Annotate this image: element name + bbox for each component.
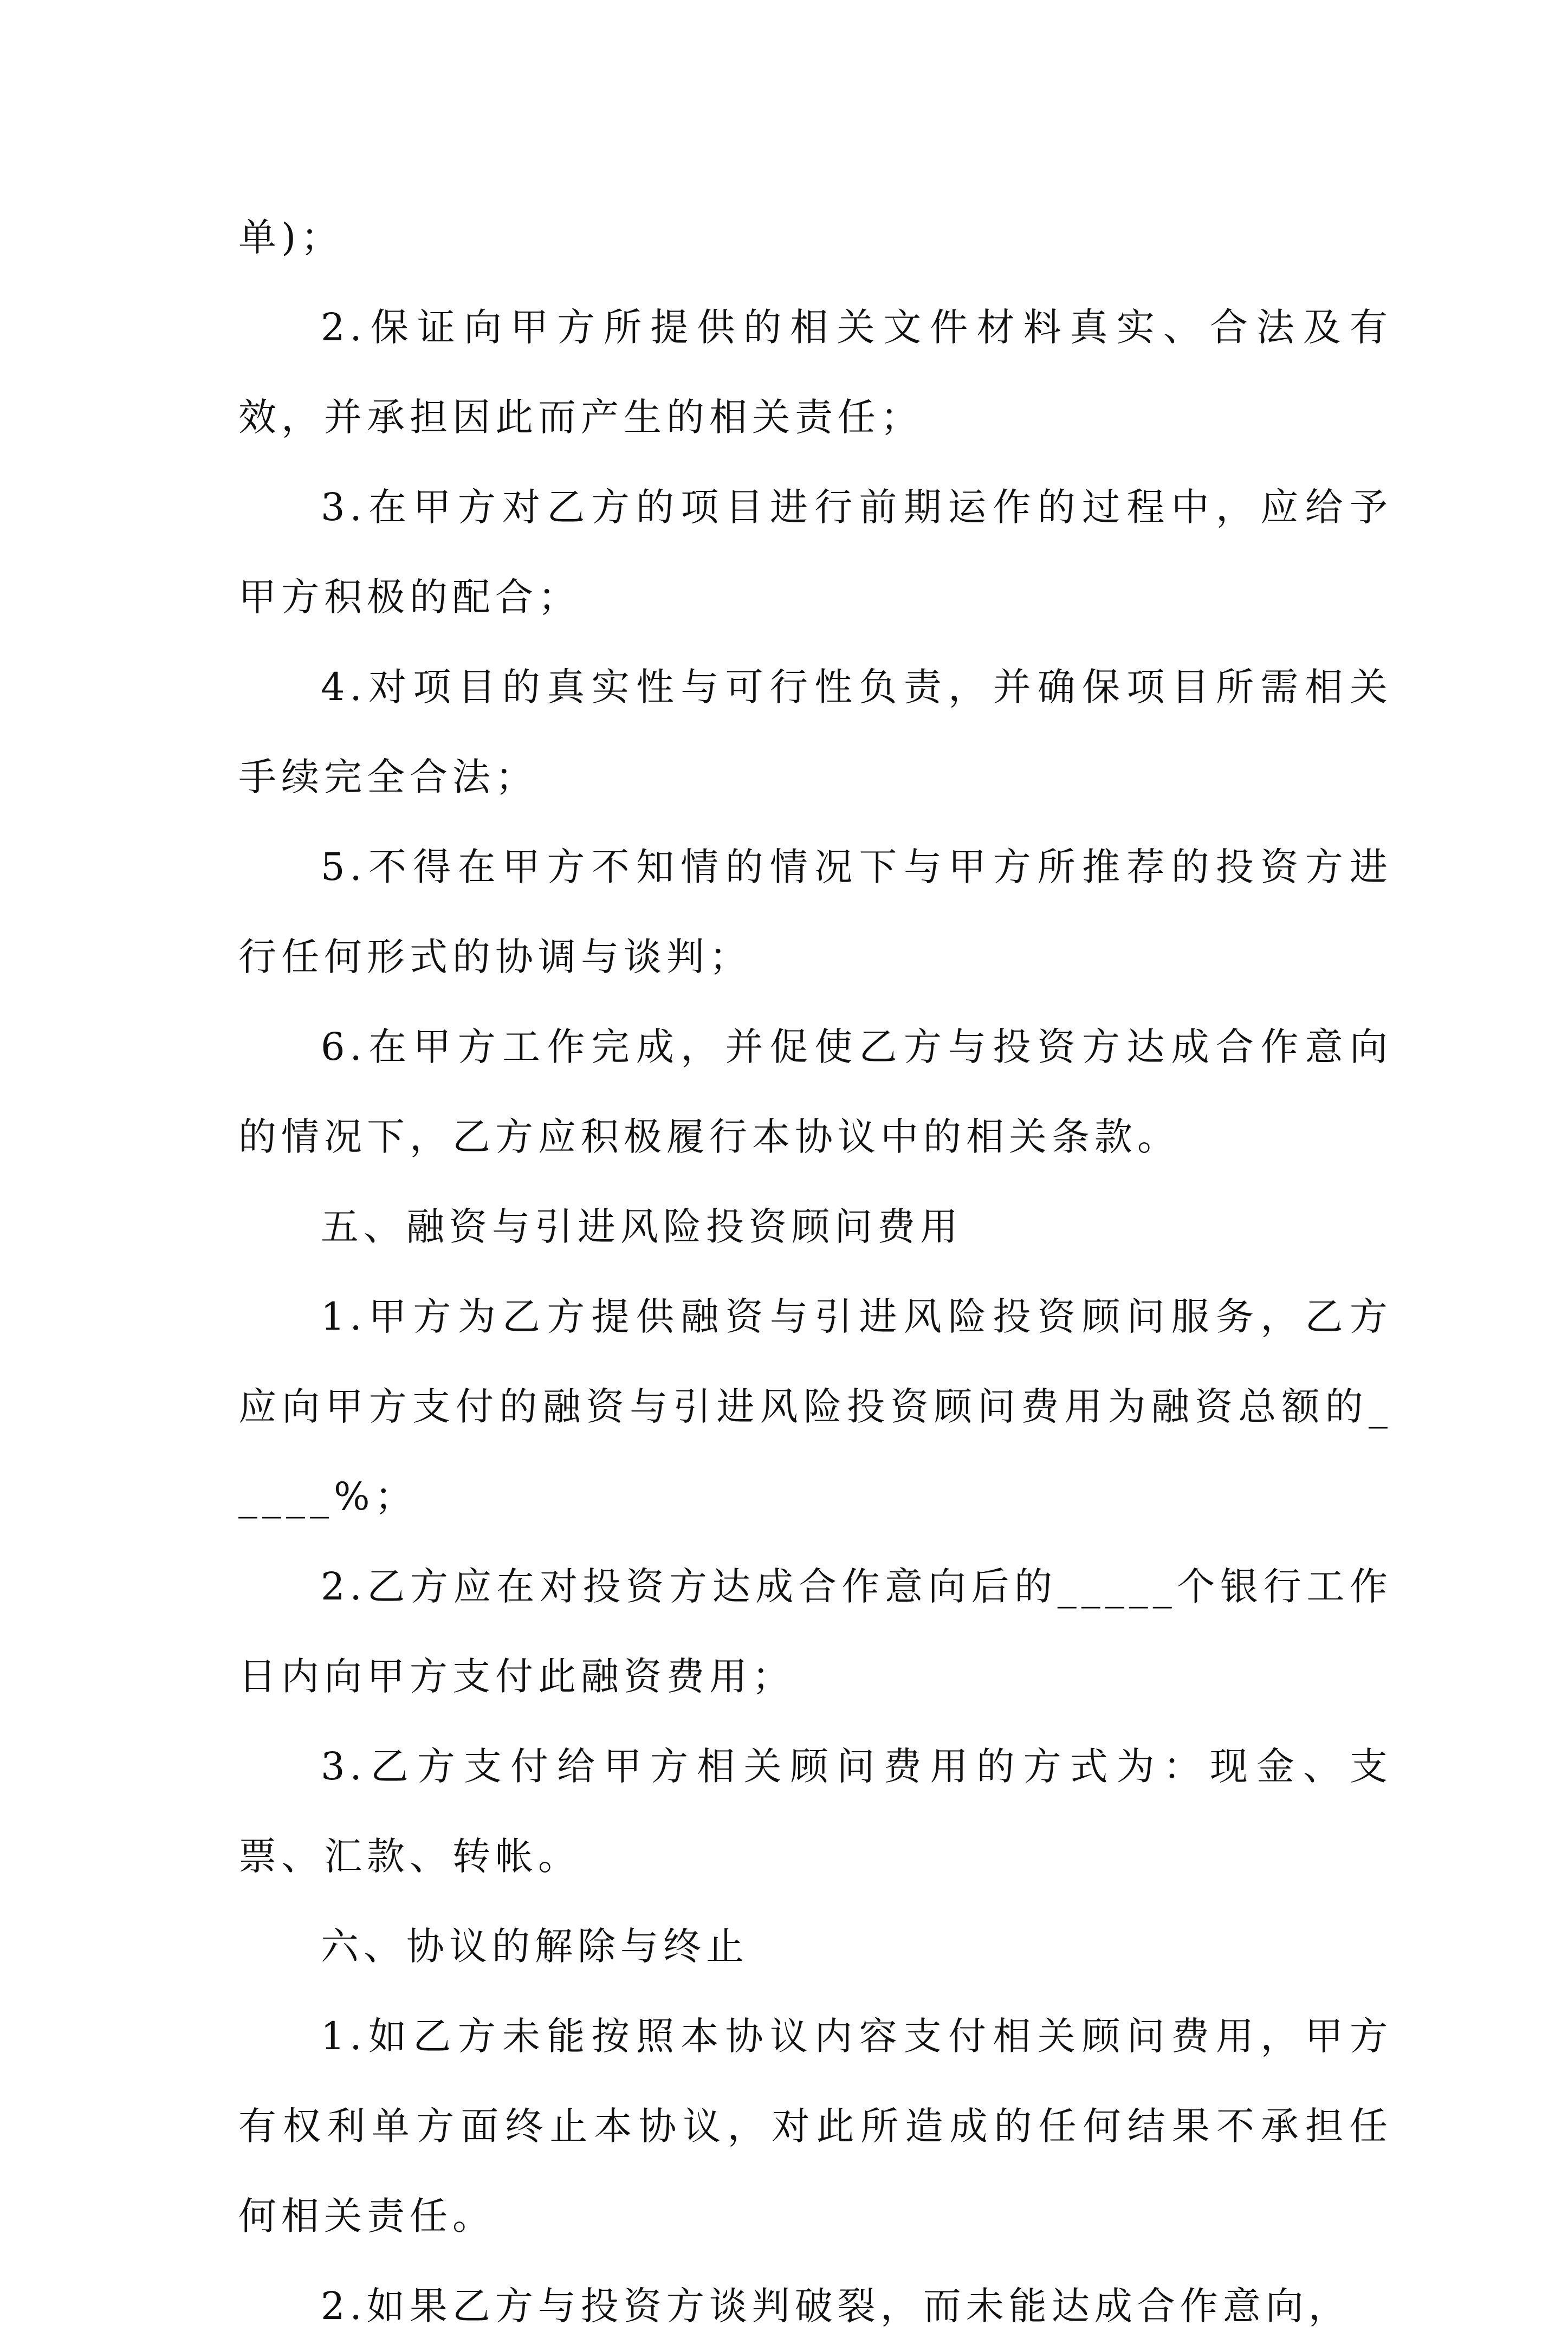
clause-5-1: 1.甲方为乙方提供融资与引进风险投资顾问服务，乙方应向甲方支付的融资与引进风险投资顾问费用为融资总额的_____%； xyxy=(238,1294,1392,1519)
clause-6-1: 1.如乙方未能按照本协议内容支付相关顾问费用，甲方有权利单方面终止本协议，对此所造成的任何结果不承担任何相关责任。 xyxy=(238,2014,1392,2238)
clause-5-3: 3.乙方支付给甲方相关顾问费用的方式为：现金、支票、汇款、转帐。 xyxy=(238,1744,1392,1879)
clause-6-2: 2.如果乙方与投资方谈判破裂，而未能达成合作意向， xyxy=(321,2284,1351,2328)
clause-4-3: 3.在甲方对乙方的项目进行前期运作的过程中，应给予甲方积极的配合； xyxy=(238,485,1392,619)
clause-4-2: 2.保证向甲方所提供的相关文件材料真实、合法及有效，并承担因此而产生的相关责任； xyxy=(238,305,1392,439)
section-6-heading: 六、协议的解除与终止 xyxy=(321,1924,749,1968)
clause-4-4: 4.对项目的真实性与可行性负责，并确保项目所需相关手续完全合法； xyxy=(238,665,1392,799)
clause-4-5: 5.不得在甲方不知情的情况下与甲方所推荐的投资方进行任何形式的协调与谈判； xyxy=(238,845,1392,979)
document-body xyxy=(238,192,1392,2351)
paragraph-continuation: 单)； xyxy=(238,215,344,260)
section-5-heading: 五、融资与引进风险投资顾问费用 xyxy=(321,1204,963,1249)
clause-5-2: 2.乙方应在对投资方达成合作意向后的_____个银行工作日内向甲方支付此融资费用； xyxy=(238,1564,1392,1699)
clause-4-6: 6.在甲方工作完成，并促使乙方与投资方达成合作意向的情况下，乙方应积极履行本协议中的相关条款。 xyxy=(238,1025,1392,1159)
